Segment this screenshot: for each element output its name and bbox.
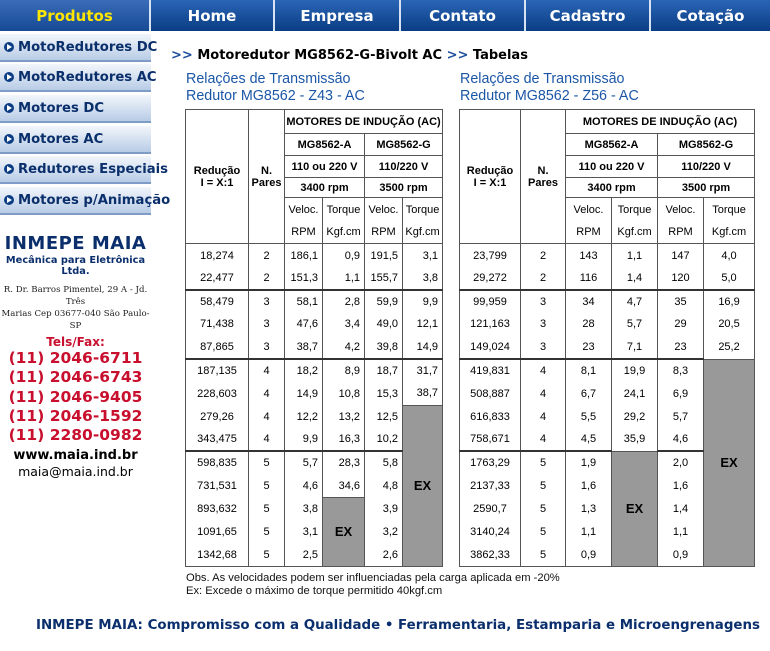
speed-a-cell: 4,6 xyxy=(285,474,323,497)
torque-g-cell: 3,8 xyxy=(403,267,443,290)
speed-g-cell: 2,0 xyxy=(658,451,704,474)
speed-a-cell: 58,1 xyxy=(285,290,323,313)
speed-g-cell: 155,7 xyxy=(365,267,403,290)
exceeds-torque-cell: EX xyxy=(323,497,365,566)
speed-g-cell: 4,6 xyxy=(658,428,704,451)
speed-a-cell: 5,5 xyxy=(566,405,612,428)
speed-g-cell: 59,9 xyxy=(365,290,403,313)
torque-g-cell: 25,2 xyxy=(704,336,755,359)
header-model-row-g: MG8562-G xyxy=(658,134,755,156)
table-row xyxy=(460,290,755,313)
phone-number: (11) 2046-1592 xyxy=(8,406,143,425)
pairs-cell: 5 xyxy=(521,451,566,474)
website-link[interactable]: www.maia.ind.br xyxy=(13,448,138,464)
speed-a-cell: 5,7 xyxy=(285,451,323,474)
caption-line: Redutor MG8562 - Z43 - AC xyxy=(186,88,365,104)
breadcrumb-item-tabelas: Tabelas xyxy=(472,48,528,63)
table-row xyxy=(460,359,755,382)
header-row xyxy=(186,110,443,134)
pairs-cell: 5 xyxy=(249,451,285,474)
speed-g-cell: 10,2 xyxy=(365,428,403,451)
sidebar-item-label: Motores AC xyxy=(18,131,104,147)
reduction-ratio-cell: 1091,65 xyxy=(186,520,249,543)
table-row xyxy=(186,267,443,290)
header-veloc-label: Veloc. xyxy=(368,203,399,216)
header-torque-label: Torque xyxy=(405,203,440,216)
table-row xyxy=(186,244,443,267)
speed-a-cell: 47,6 xyxy=(285,313,323,336)
header-veloc-rpm xyxy=(285,198,323,244)
pairs-cell: 4 xyxy=(521,359,566,382)
sidebar-item-motores-dc[interactable] xyxy=(0,95,151,123)
sidebar-item-motores-ac[interactable] xyxy=(0,126,151,154)
torque-g-cell: 9,9 xyxy=(403,290,443,313)
table-row xyxy=(460,267,755,290)
speed-a-cell: 151,3 xyxy=(285,267,323,290)
pairs-cell: 3 xyxy=(521,313,566,336)
reduction-ratio-cell: 87,865 xyxy=(186,336,249,359)
transmission-table-z43 xyxy=(185,109,443,567)
speed-a-cell: 3,1 xyxy=(285,520,323,543)
header-rpm-label: RPM xyxy=(371,225,396,238)
header-ratio-label: I = X:1 xyxy=(473,176,507,189)
header-veloc-label: Veloc. xyxy=(665,203,696,216)
speed-g-cell: 191,5 xyxy=(365,244,403,267)
pairs-cell: 4 xyxy=(521,428,566,451)
sidebar-item-label: MotoRedutores AC xyxy=(18,69,157,85)
reduction-ratio-cell: 29,272 xyxy=(460,267,521,290)
address-line-2: Marias Cep 03677-040 São Paulo-SP xyxy=(1,309,150,331)
pairs-cell: 3 xyxy=(249,313,285,336)
sidebar-item-motores-animacao[interactable] xyxy=(0,187,171,215)
speed-a-cell: 143 xyxy=(566,244,612,267)
speed-a-cell: 1,6 xyxy=(566,474,612,497)
header-model-row-a: MG8562-A xyxy=(566,134,658,156)
speed-a-cell: 1,3 xyxy=(566,497,612,520)
breadcrumb-item-product[interactable]: Motoredutor MG8562-G-Bivolt AC xyxy=(197,48,443,63)
pairs-cell: 3 xyxy=(249,336,285,359)
caption-line: Relações de Transmissão xyxy=(460,71,625,87)
pairs-cell: 5 xyxy=(249,520,285,543)
table-row xyxy=(186,382,443,405)
pairs-cell: 4 xyxy=(521,382,566,405)
pairs-cell: 4 xyxy=(521,405,566,428)
transmission-table-z56 xyxy=(459,109,755,567)
speed-a-cell: 1,1 xyxy=(566,520,612,543)
speed-g-cell: 1,1 xyxy=(658,520,704,543)
speed-a-cell: 9,9 xyxy=(285,428,323,451)
header-torque-label: Torque xyxy=(712,203,746,216)
reduction-ratio-cell: 121,163 xyxy=(460,313,521,336)
speed-g-cell: 3,9 xyxy=(365,497,403,520)
torque-a-cell: 1,1 xyxy=(323,267,365,290)
torque-a-cell: 1,4 xyxy=(612,267,658,290)
torque-a-cell: 5,7 xyxy=(612,313,658,336)
table-row xyxy=(460,336,755,359)
header-pares-label: Pares xyxy=(251,176,282,189)
caption-line: Redutor MG8562 - Z56 - AC xyxy=(460,88,639,104)
speed-a-cell: 116 xyxy=(566,267,612,290)
arrow-bullet-icon xyxy=(4,103,14,113)
pairs-cell: 4 xyxy=(249,428,285,451)
header-torque-kgf xyxy=(704,198,755,244)
note-line: Obs. As velocidades podem ser influenciadas pela carga aplicada em -20% xyxy=(186,572,560,584)
header-ratio-label: I = X:1 xyxy=(200,176,234,189)
exceeds-torque-cell: EX xyxy=(704,359,755,567)
speed-g-cell: 1,6 xyxy=(658,474,704,497)
breadcrumb-separator: >> xyxy=(171,48,193,63)
torque-a-cell: 10,8 xyxy=(323,382,365,405)
pairs-cell: 5 xyxy=(249,474,285,497)
torque-g-cell: 16,9 xyxy=(704,290,755,313)
speed-g-cell: 0,9 xyxy=(658,543,704,566)
torque-a-cell: 29,2 xyxy=(612,405,658,428)
contact-block xyxy=(0,231,151,479)
reduction-ratio-cell: 228,603 xyxy=(186,382,249,405)
torque-a-cell: 28,3 xyxy=(323,451,365,474)
reduction-ratio-cell: 1342,68 xyxy=(186,543,249,566)
header-pares xyxy=(521,110,566,244)
torque-g-cell: 20,5 xyxy=(704,313,755,336)
reduction-ratio-cell: 58,479 xyxy=(186,290,249,313)
breadcrumb-separator: >> xyxy=(446,48,469,63)
reduction-ratio-cell: 3862,33 xyxy=(460,543,521,566)
header-motor-group: MOTORES DE INDUÇÃO (AC) xyxy=(566,110,755,134)
speed-g-cell: 49,0 xyxy=(365,313,403,336)
header-voltage-row-a: 110 ou 220 V xyxy=(285,156,365,178)
reduction-ratio-cell: 23,799 xyxy=(460,244,521,267)
nav-tab-empresa[interactable]: Empresa xyxy=(275,0,401,31)
header-kgf-label: Kgf.cm xyxy=(405,225,440,238)
nav-tab-cadastro[interactable]: Cadastro xyxy=(526,0,651,31)
torque-g-cell: 3,1 xyxy=(403,244,443,267)
pairs-cell: 4 xyxy=(249,359,285,382)
reduction-ratio-cell: 99,959 xyxy=(460,290,521,313)
sidebar-item-redutores-especiais[interactable] xyxy=(0,156,169,184)
reduction-ratio-cell: 187,135 xyxy=(186,359,249,382)
table-row xyxy=(186,336,443,359)
torque-a-cell: 34,6 xyxy=(323,474,365,497)
header-veloc-label: Veloc. xyxy=(288,203,319,216)
pairs-cell: 2 xyxy=(521,267,566,290)
phone-number: (11) 2280-0982 xyxy=(8,426,143,445)
nav-tab-home[interactable]: Home xyxy=(151,0,275,31)
speed-a-cell: 23 xyxy=(566,336,612,359)
header-reducao xyxy=(186,110,249,244)
phone-number: (11) 2046-6711 xyxy=(8,349,143,367)
speed-g-cell: 120 xyxy=(658,267,704,290)
footer-tagline: INMEPE MAIA: Compromisso com a Qualidade • Ferramentaria, Estamparia e Microengrenagens xyxy=(35,618,760,633)
speed-a-cell: 4,5 xyxy=(566,428,612,451)
header-voltage-row-a: 110 ou 220 V xyxy=(566,156,658,178)
speed-g-cell: 23 xyxy=(658,336,704,359)
arrow-bullet-icon xyxy=(4,164,14,174)
torque-g-cell: 14,9 xyxy=(403,336,443,359)
reduction-ratio-cell: 3140,24 xyxy=(460,520,521,543)
header-pares-label: Pares xyxy=(528,176,558,189)
speed-a-cell: 34 xyxy=(566,290,612,313)
table-row xyxy=(186,313,443,336)
pairs-cell: 2 xyxy=(521,244,566,267)
speed-a-cell: 8,1 xyxy=(566,359,612,382)
header-rpm-row-a: 3400 rpm xyxy=(566,178,658,198)
top-navigation xyxy=(0,0,770,31)
torque-a-cell: 35,9 xyxy=(612,428,658,451)
sidebar-item-motoredutores-ac[interactable] xyxy=(0,64,157,92)
header-reducao-label: Redução xyxy=(466,164,514,177)
pairs-cell: 4 xyxy=(249,382,285,405)
header-motor-group: MOTORES DE INDUÇÃO (AC) xyxy=(285,110,443,134)
speed-a-cell: 3,8 xyxy=(285,497,323,520)
pairs-cell: 5 xyxy=(249,543,285,566)
header-torque-kgf xyxy=(612,198,658,244)
speed-g-cell: 12,5 xyxy=(365,405,403,428)
sidebar-item-label: Redutores Especiais xyxy=(18,161,169,177)
header-pares xyxy=(249,110,285,244)
header-reducao-label: Redução xyxy=(193,164,241,177)
caption-line: Relações de Transmissão xyxy=(186,71,351,87)
speed-a-cell: 14,9 xyxy=(285,382,323,405)
reduction-ratio-cell: 758,671 xyxy=(460,428,521,451)
header-rpm-row-g: 3500 rpm xyxy=(658,178,755,198)
note-line: Ex: Excede o máximo de torque permitido 40kgf.cm xyxy=(186,585,443,597)
table-row xyxy=(186,359,443,382)
speed-a-cell: 38,7 xyxy=(285,336,323,359)
pairs-cell: 3 xyxy=(521,336,566,359)
reduction-ratio-cell: 2590,7 xyxy=(460,497,521,520)
speed-g-cell: 29 xyxy=(658,313,704,336)
header-veloc-rpm xyxy=(658,198,704,244)
speed-a-cell: 6,7 xyxy=(566,382,612,405)
speed-g-cell: 35 xyxy=(658,290,704,313)
reduction-ratio-cell: 71,438 xyxy=(186,313,249,336)
torque-g-cell: 31,7 xyxy=(403,359,443,382)
nav-tab-cotacao[interactable]: Cotação xyxy=(651,0,770,31)
sidebar-item-label: MotoRedutores DC xyxy=(18,39,158,55)
header-reducao xyxy=(460,110,521,244)
arrow-bullet-icon xyxy=(4,195,14,205)
company-subtitle: Mecânica para Eletrônica Ltda. xyxy=(5,255,146,277)
exceeds-torque-cell: EX xyxy=(612,451,658,566)
sidebar-item-label: Motores DC xyxy=(18,100,105,116)
header-n-label: N. xyxy=(537,164,549,177)
torque-g-cell: 38,7 xyxy=(403,382,443,405)
nav-tab-contato[interactable]: Contato xyxy=(401,0,526,31)
header-rpm-row-g: 3500 rpm xyxy=(365,178,443,198)
sidebar-item-motoredutores-dc[interactable] xyxy=(0,34,158,62)
header-row xyxy=(460,110,755,134)
header-torque-kgf xyxy=(323,198,365,244)
torque-a-cell: 16,3 xyxy=(323,428,365,451)
header-n-label: N. xyxy=(261,164,272,177)
table-caption-z56 xyxy=(460,71,639,105)
pairs-cell: 5 xyxy=(521,543,566,566)
pairs-cell: 2 xyxy=(249,267,285,290)
reduction-ratio-cell: 2137,33 xyxy=(460,474,521,497)
torque-a-cell: 8,9 xyxy=(323,359,365,382)
header-rpm-label: RPM xyxy=(576,225,601,238)
phone-number: (11) 2046-6743 xyxy=(8,368,143,387)
speed-g-cell: 5,7 xyxy=(658,405,704,428)
reduction-ratio-cell: 731,531 xyxy=(186,474,249,497)
header-kgf-label: Kgf.cm xyxy=(326,225,361,238)
pairs-cell: 5 xyxy=(249,497,285,520)
speed-g-cell: 4,8 xyxy=(365,474,403,497)
torque-a-cell: 19,9 xyxy=(612,359,658,382)
header-kgf-label: Kgf.cm xyxy=(617,225,652,238)
header-torque-label: Torque xyxy=(617,203,652,216)
speed-g-cell: 6,9 xyxy=(658,382,704,405)
arrow-bullet-icon xyxy=(4,72,14,82)
header-veloc-rpm xyxy=(365,198,403,244)
notes xyxy=(186,572,560,598)
header-rpm-label: RPM xyxy=(291,225,316,238)
header-kgf-label: Kgf.cm xyxy=(711,225,747,238)
reduction-ratio-cell: 149,024 xyxy=(460,336,521,359)
torque-a-cell: 7,1 xyxy=(612,336,658,359)
reduction-ratio-cell: 18,274 xyxy=(186,244,249,267)
speed-g-cell: 1,4 xyxy=(658,497,704,520)
reduction-ratio-cell: 598,835 xyxy=(186,451,249,474)
speed-g-cell: 3,2 xyxy=(365,520,403,543)
speed-a-cell: 12,2 xyxy=(285,405,323,428)
speed-g-cell: 15,3 xyxy=(365,382,403,405)
tels-label: Tels/Fax: xyxy=(46,335,105,349)
torque-a-cell: 3,4 xyxy=(323,313,365,336)
sidebar-item-label: Motores p/Animação xyxy=(18,192,171,208)
header-rpm-row-a: 3400 rpm xyxy=(285,178,365,198)
torque-a-cell: 2,8 xyxy=(323,290,365,313)
nav-tab-produtos[interactable]: Produtos xyxy=(0,0,151,31)
pairs-cell: 5 xyxy=(521,520,566,543)
torque-a-cell: 0,9 xyxy=(323,244,365,267)
reduction-ratio-cell: 279,26 xyxy=(186,405,249,428)
reduction-ratio-cell: 1763,29 xyxy=(460,451,521,474)
header-voltage-row-g: 110/220 V xyxy=(365,156,443,178)
speed-a-cell: 186,1 xyxy=(285,244,323,267)
torque-a-cell: 13,2 xyxy=(323,405,365,428)
header-veloc-rpm xyxy=(566,198,612,244)
reduction-ratio-cell: 616,833 xyxy=(460,405,521,428)
torque-a-cell: 4,2 xyxy=(323,336,365,359)
exceeds-torque-cell: EX xyxy=(403,405,443,566)
table-caption-z43 xyxy=(186,71,365,105)
arrow-bullet-icon xyxy=(4,134,14,144)
phone-number: (11) 2046-9405 xyxy=(8,387,143,406)
speed-a-cell: 0,9 xyxy=(566,543,612,566)
sidebar xyxy=(0,31,171,651)
torque-g-cell: 5,0 xyxy=(704,267,755,290)
pairs-cell: 5 xyxy=(521,474,566,497)
speed-g-cell: 39,8 xyxy=(365,336,403,359)
email-link[interactable]: maia@maia.ind.br xyxy=(18,464,133,480)
header-torque-label: Torque xyxy=(326,203,361,216)
torque-a-cell: 24,1 xyxy=(612,382,658,405)
pairs-cell: 2 xyxy=(249,244,285,267)
table-row xyxy=(460,313,755,336)
table-row xyxy=(460,244,755,267)
speed-g-cell: 18,7 xyxy=(365,359,403,382)
reduction-ratio-cell: 419,831 xyxy=(460,359,521,382)
reduction-ratio-cell: 343,475 xyxy=(186,428,249,451)
company-name: INMEPE MAIA xyxy=(4,233,147,254)
reduction-ratio-cell: 893,632 xyxy=(186,497,249,520)
pairs-cell: 3 xyxy=(521,290,566,313)
header-model-row-a: MG8562-A xyxy=(285,134,365,156)
pairs-cell: 3 xyxy=(249,290,285,313)
speed-g-cell: 2,6 xyxy=(365,543,403,566)
header-voltage-row-g: 110/220 V xyxy=(658,156,755,178)
speed-g-cell: 147 xyxy=(658,244,704,267)
torque-a-cell: 4,7 xyxy=(612,290,658,313)
header-torque-kgf xyxy=(403,198,443,244)
speed-g-cell: 8,3 xyxy=(658,359,704,382)
torque-a-cell: 1,1 xyxy=(612,244,658,267)
arrow-bullet-icon xyxy=(4,42,14,52)
pairs-cell: 5 xyxy=(521,497,566,520)
breadcrumb xyxy=(171,48,528,63)
reduction-ratio-cell: 22,477 xyxy=(186,267,249,290)
torque-g-cell: 12,1 xyxy=(403,313,443,336)
table-row xyxy=(186,290,443,313)
speed-g-cell: 5,8 xyxy=(365,451,403,474)
speed-a-cell: 1,9 xyxy=(566,451,612,474)
reduction-ratio-cell: 508,887 xyxy=(460,382,521,405)
header-veloc-label: Veloc. xyxy=(573,203,604,216)
address-line-1: R. Dr. Barros Pimentel, 29 A - Jd. Três xyxy=(3,285,148,307)
torque-g-cell: 4,0 xyxy=(704,244,755,267)
speed-a-cell: 2,5 xyxy=(285,543,323,566)
table-row xyxy=(186,405,443,428)
pairs-cell: 4 xyxy=(249,405,285,428)
speed-a-cell: 28 xyxy=(566,313,612,336)
header-model-row-g: MG8562-G xyxy=(365,134,443,156)
header-rpm-label: RPM xyxy=(668,225,693,238)
speed-a-cell: 18,2 xyxy=(285,359,323,382)
